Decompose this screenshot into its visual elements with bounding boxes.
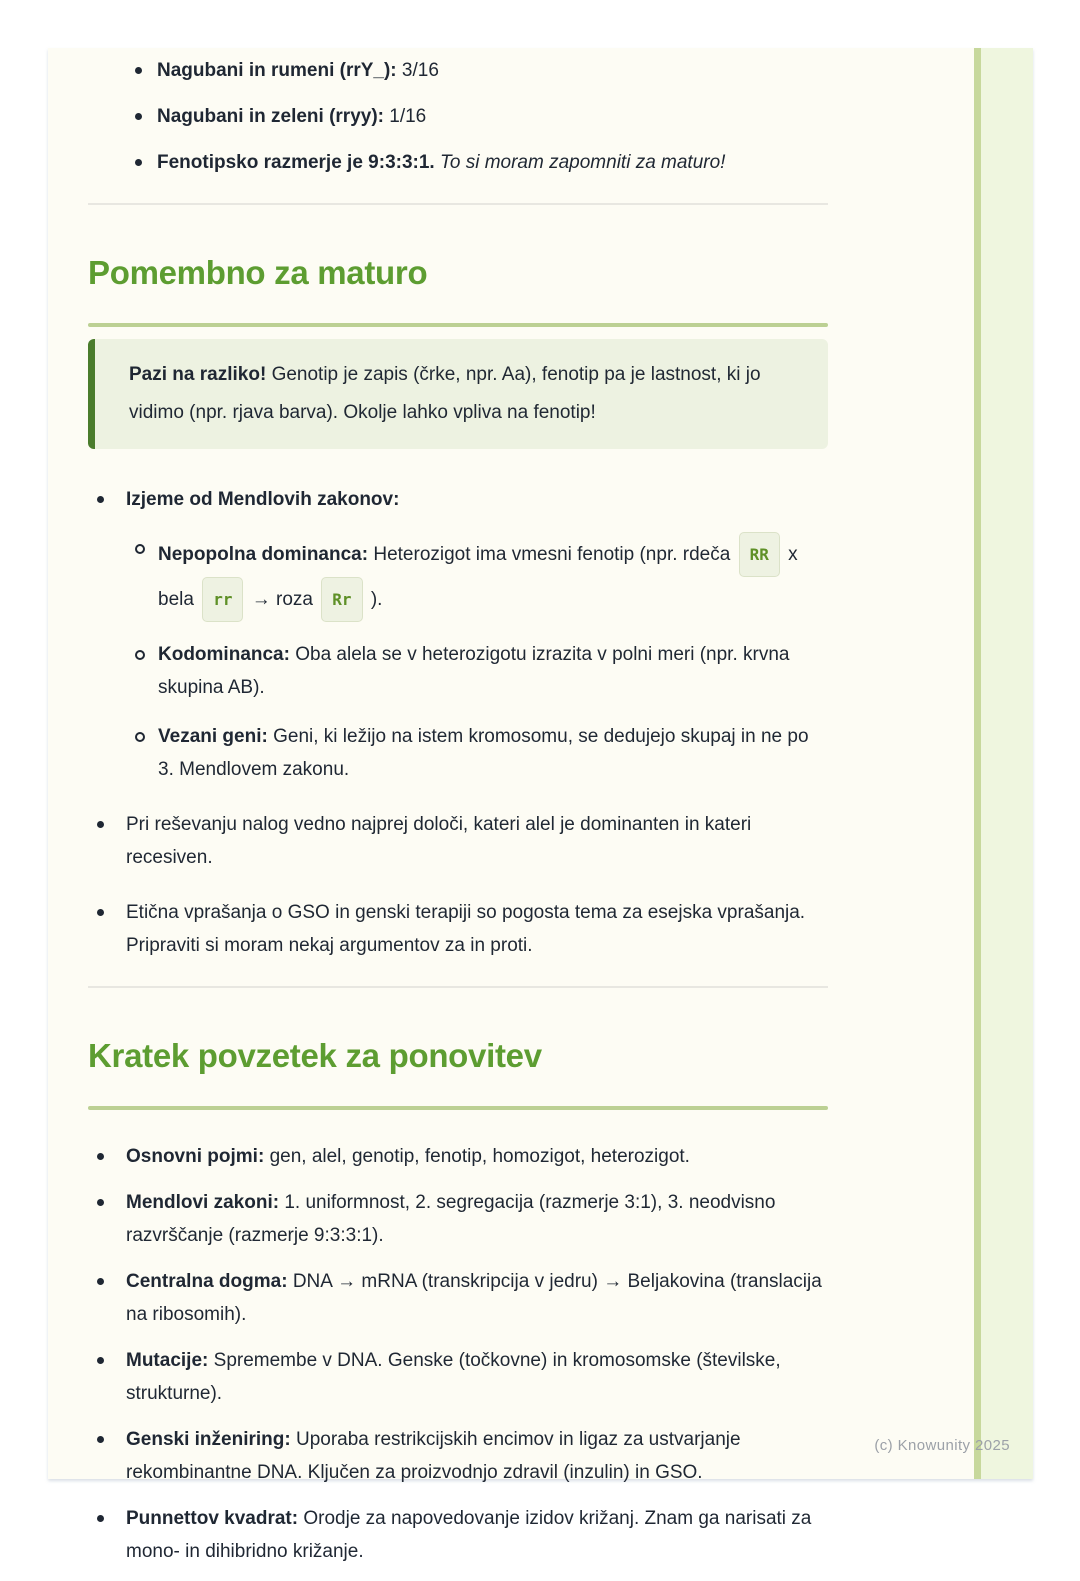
sub-item-incomplete-dominance — [126, 532, 828, 622]
section1-title: Pomembno za maturo — [88, 254, 428, 291]
exam-notes-list — [88, 483, 828, 962]
section-divider — [88, 986, 828, 988]
item-note: To si moram zapomniti za maturo! — [440, 152, 726, 173]
item-text: Uporaba restrikcijskih encimov in ligaz za ustvarjanje rekombinantne DNA. Ključen za proizvodnjo zdravil (inzulin) in GSO. — [126, 1429, 741, 1483]
item-text: Oba alela se v heterozigotu izrazita v polni meri (npr. krvna skupina AB). — [158, 644, 790, 698]
item-text: Heterozigot ima vmesni fenotip (npr. rdeča — [373, 544, 731, 565]
heading-underline — [88, 323, 828, 327]
item-text: Spremembe v DNA. Genske (točkovne) in kromosomske (številske, strukturne). — [126, 1350, 781, 1404]
item-text: x bela — [158, 544, 798, 610]
exceptions-sublist — [126, 532, 828, 786]
summary-list — [88, 1140, 828, 1568]
genotype-chip: Rr — [321, 577, 362, 622]
callout-text: Genotip je zapis (črke, npr. Aa), fenotip pa je lastnost, ki jo vidimo (npr. rjava barva). Okolje lahko vpliva na fenotip! — [129, 364, 761, 423]
item-label: Osnovni pojmi: — [126, 1146, 265, 1167]
item-label: Mutacije: — [126, 1350, 209, 1371]
summary-item-central-dogma — [88, 1265, 828, 1331]
item-label: Vezani geni: — [158, 726, 268, 747]
item-text: Geni, ki ležijo na istem kromosomu, se dedujejo skupaj in ne po 3. Mendlovem zakonu. — [158, 726, 809, 780]
watermark: (c) Knowunity 2025 — [874, 1437, 1010, 1454]
tip-item: Etična vprašanja o GSO in genski terapiji so pogosta tema za esejska vprašanja. Pripraviti si moram nekaj argumentov za in proti. — [88, 896, 828, 962]
item-text: DNA → mRNA (transkripcija v jedru) → Beljakovina (translacija na ribosomih). — [126, 1271, 822, 1325]
sub-item-linked-genes — [126, 720, 828, 786]
side-decor-band-dark — [974, 48, 981, 1479]
item-label: Nepopolna dominanca: — [158, 544, 369, 565]
section2-title: Kratek povzetek za ponovitev — [88, 1037, 542, 1074]
item-text: Orodje za napovedovanje izidov križanj. Znam ga narisati za mono- in dihibridno križanje. — [126, 1508, 812, 1562]
exceptions-heading: Izjeme od Mendlovih zakonov: — [126, 489, 400, 510]
list-item — [88, 54, 828, 87]
item-label: Kodominanca: — [158, 644, 290, 665]
section-divider — [88, 203, 828, 205]
summary-item-genetic-engineering — [88, 1423, 828, 1489]
item-label: Nagubani in zeleni (rryy): — [157, 106, 384, 127]
item-label: Punnettov kvadrat: — [126, 1508, 299, 1529]
item-label: Mendlovi zakoni: — [126, 1192, 280, 1213]
tip-item: Pri reševanju nalog vedno najprej določi, kateri alel je dominanten in kateri recesiven. — [88, 808, 828, 874]
genotype-chip: rr — [202, 577, 243, 622]
item-text: gen, alel, genotip, fenotip, homozigot, heterozigot. — [269, 1146, 690, 1167]
callout-label: Pazi na razliko! — [129, 364, 267, 385]
genotype-chip: RR — [739, 532, 780, 577]
list-item-exceptions — [88, 483, 828, 786]
phenotype-ratio-list — [88, 48, 828, 179]
list-item — [88, 146, 828, 179]
item-label: Centralna dogma: — [126, 1271, 288, 1292]
item-value: 3/16 — [401, 60, 439, 81]
item-label: Genski inženiring: — [126, 1429, 291, 1450]
page-content — [88, 48, 828, 1581]
summary-item-basics — [88, 1140, 828, 1173]
summary-item-punnett-square — [88, 1502, 828, 1568]
sub-item-codominance — [126, 638, 828, 704]
item-text: ). — [370, 589, 383, 610]
paper-sheet — [48, 48, 1033, 1562]
callout-box — [88, 339, 828, 449]
list-item — [88, 100, 828, 133]
item-text: 1. uniformnost, 2. segregacija (razmerje 3:1), 3. neodvisno razvrščanje (razmerje 9:3:3:1). — [126, 1192, 776, 1246]
item-value: 1/16 — [389, 106, 427, 127]
summary-item-mendel-laws — [88, 1186, 828, 1252]
summary-item-mutations — [88, 1344, 828, 1410]
item-label: Fenotipsko razmerje je 9:3:3:1. — [157, 152, 435, 173]
item-label: Nagubani in rumeni (rrY_): — [157, 60, 397, 81]
item-text: → roza — [251, 589, 313, 610]
side-decor-band-light — [981, 48, 1033, 1479]
heading-underline — [88, 1106, 828, 1110]
